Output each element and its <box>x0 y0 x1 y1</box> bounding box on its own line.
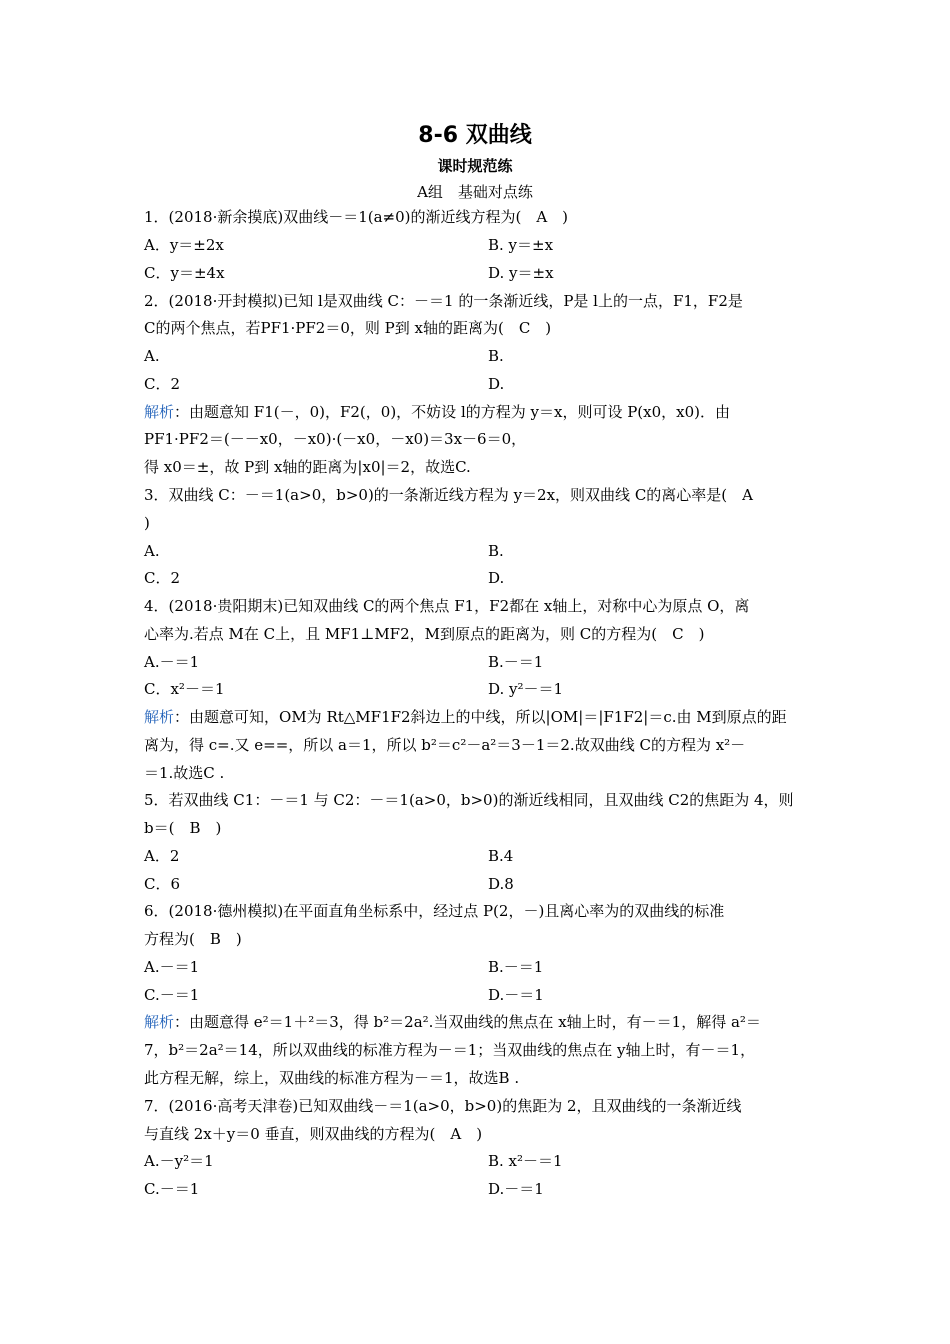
q6-option-b: B.－＝1 <box>488 958 544 976</box>
group-heading: A组 基础对点练 <box>417 183 533 201</box>
q1-option-d: D. y＝±x <box>488 264 554 282</box>
q4-analysis-line1 <box>144 707 808 727</box>
page-subtitle: 课时规范练 <box>437 157 513 175</box>
q2-analysis-line2: PF1·PF2＝(－－x0，－x0)·(－x0，－x0)＝3x－6＝0， <box>144 430 527 448</box>
q2-analysis-text1: ：由题意知 F1(－，0)，F2(，0)，不妨设 l的方程为 y＝x，则可设 P(x0，x0)．由 <box>174 403 731 421</box>
analysis-label: 解析 <box>144 403 175 421</box>
q5-option-c: C．6 <box>144 875 181 893</box>
q7-option-c: C.－＝1 <box>144 1180 200 1198</box>
q7-stem-line2: 与直线 2x＋y＝0 垂直，则双曲线的方程为( A ) <box>144 1125 483 1143</box>
q1-option-a: A．y＝±2x <box>144 236 224 254</box>
q2-analysis-line3: 得 x0＝±，故 P到 x轴的距离为|x0|＝2，故选C. <box>144 458 471 476</box>
q3-option-c: C．2 <box>144 569 181 587</box>
q4-option-b: B.－＝1 <box>488 653 544 671</box>
q6-option-a: A.－＝1 <box>144 958 200 976</box>
q4-analysis-text1: ：由题意可知，OM为 Rt△MF1F2斜边上的中线，所以|OM|＝|F1F2|＝c.由 M到原点的距 <box>174 708 787 726</box>
q2-option-b: B. <box>488 347 504 365</box>
q4-option-a: A.－＝1 <box>144 653 200 671</box>
q3-stem-line2: ) <box>144 514 150 532</box>
q2-stem-line2: C的两个焦点，若PF1·PF2＝0，则 P到 x轴的距离为( C ) <box>144 319 552 337</box>
q6-analysis-line1 <box>144 1012 808 1032</box>
q1-option-b: B. y＝±x <box>488 236 554 254</box>
q4-analysis-line2: 离为，得 c=.又 e==，所以 a＝1，所以 b²＝c²－a²＝3－1＝2.故双曲线 C的方程为 x²－ <box>144 736 746 754</box>
q6-stem-line2: 方程为( B ) <box>144 930 242 948</box>
q4-stem-line2: 心率为.若点 M在 C上，且 MF1⊥MF2，M到原点的距离为，则 C的方程为( C ) <box>144 625 705 643</box>
page-title: 8-6 双曲线 <box>418 123 532 148</box>
q3-option-a: A. <box>144 542 160 560</box>
q6-option-d: D.－＝1 <box>488 986 544 1004</box>
q2-option-d: D. <box>488 375 505 393</box>
q3-option-b: B. <box>488 542 504 560</box>
q7-option-a: A.－y²＝1 <box>144 1152 214 1170</box>
q2-option-a: A. <box>144 347 160 365</box>
q5-option-d: D.8 <box>488 875 514 893</box>
q5-option-b: B.4 <box>488 847 514 865</box>
q6-analysis-line2: 7，b²＝2a²＝14，所以双曲线的标准方程为－＝1；当双曲线的焦点在 y轴上时，有－＝1， <box>144 1041 756 1059</box>
q2-analysis-line1 <box>144 402 808 422</box>
q6-option-c: C.－＝1 <box>144 986 200 1004</box>
q5-stem-line1: 5．若双曲线 C1：－＝1 与 C2：－＝1(a>0，b>0)的渐近线相同，且双曲线 C2的焦距为 4，则 <box>144 791 794 809</box>
q6-analysis-text1: ：由题意得 e²＝1＋²＝3，得 b²＝2a².当双曲线的焦点在 x轴上时，有－＝1，解得 a²＝ <box>174 1013 761 1031</box>
q6-analysis-line3: 此方程无解，综上，双曲线的标准方程为－＝1，故选B . <box>144 1069 520 1087</box>
q4-stem-line1: 4．(2018·贵阳期末)已知双曲线 C的两个焦点 F1，F2都在 x轴上，对称中心为原点 O，离 <box>144 597 750 615</box>
q1-stem: 1．(2018·新余摸底)双曲线－＝1(a≠0)的渐近线方程为( A ) <box>144 208 569 226</box>
q5-option-a: A．2 <box>144 847 180 865</box>
q7-option-d: D.－＝1 <box>488 1180 544 1198</box>
q6-stem-line1: 6．(2018·德州模拟)在平面直角坐标系中，经过点 P(2，－)且离心率为的双曲线的标准 <box>144 902 725 920</box>
q3-option-d: D. <box>488 569 505 587</box>
q3-stem-line1: 3．双曲线 C：－＝1(a>0，b>0)的一条渐近线方程为 y＝2x，则双曲线 C的离心率是( A <box>144 486 753 504</box>
q7-stem-line1: 7．(2016·高考天津卷)已知双曲线－＝1(a>0，b>0)的焦距为 2，且双曲线的一条渐近线 <box>144 1097 742 1115</box>
q4-option-c: C．x²－＝1 <box>144 680 225 698</box>
q2-stem-line1: 2．(2018·开封模拟)已知 l是双曲线 C：－＝1 的一条渐近线，P是 l上的一点，F1，F2是 <box>144 292 743 310</box>
q5-stem-line2: b＝( B ) <box>144 819 222 837</box>
q4-option-d: D. y²－＝1 <box>488 680 564 698</box>
q2-option-c: C．2 <box>144 375 181 393</box>
q4-analysis-line3: ＝1.故选C . <box>144 764 225 782</box>
analysis-label: 解析 <box>144 708 175 726</box>
analysis-label: 解析 <box>144 1013 175 1031</box>
q7-option-b: B. x²－＝1 <box>488 1152 563 1170</box>
q1-option-c: C．y＝±4x <box>144 264 225 282</box>
